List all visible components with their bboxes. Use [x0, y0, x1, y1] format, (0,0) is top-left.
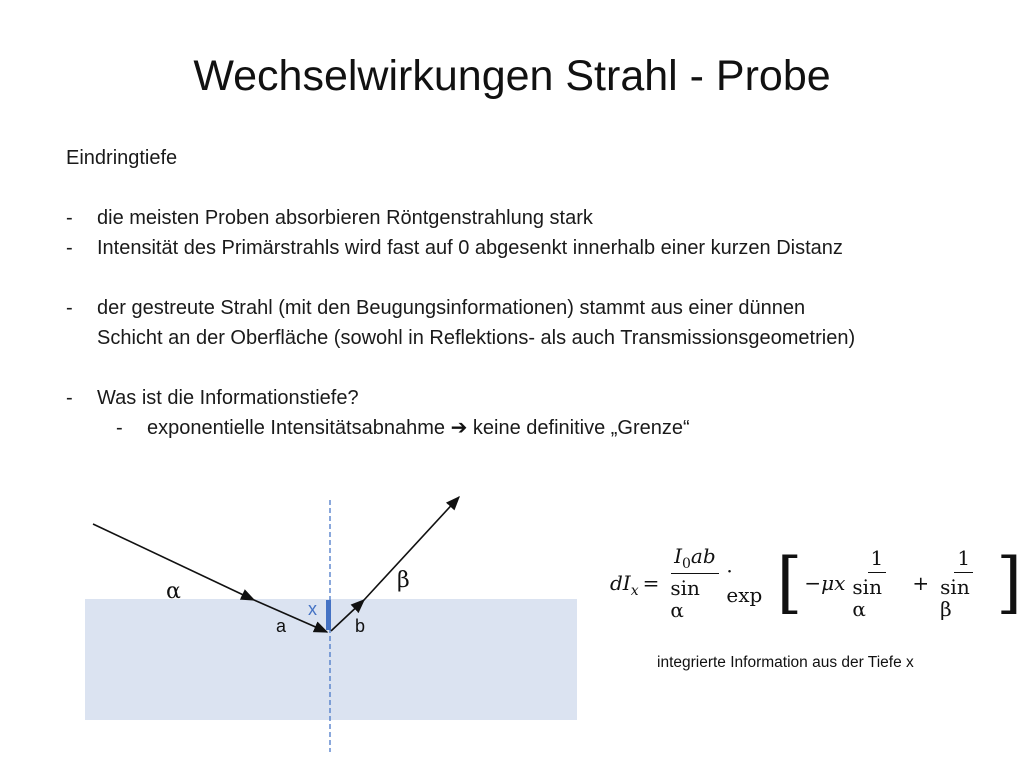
formula-left-bracket: [: [776, 544, 803, 621]
right-arrow-icon: ➔: [450, 417, 468, 439]
bullet-text: Intensität des Primärstrahls wird fast auf 0 abgesenkt innerhalb einer kurzen Distanz: [97, 237, 843, 259]
bullet-dash: -: [66, 387, 73, 409]
sub-bullet-before: exponentielle Intensitätsabnahme: [147, 417, 445, 439]
formula-equals: =: [642, 571, 660, 595]
bullet-text: Schicht an der Oberfläche (sowohl in Reflektions- als auch Transmissionsgeometrien): [97, 327, 856, 349]
formula-plus: +: [912, 571, 930, 595]
b-label: b: [355, 616, 366, 636]
formula-right-bracket: ]: [996, 544, 1022, 621]
bullet-dash: -: [66, 297, 73, 319]
slide-title: Wechselwirkungen Strahl - Probe: [193, 52, 831, 100]
bullet-dash: -: [66, 207, 73, 229]
bullet-dash: -: [116, 417, 123, 439]
a-label: a: [276, 616, 287, 636]
formula-exp: · exp: [726, 559, 763, 607]
formula-lhs: $dI_x$: [610, 571, 639, 599]
formula-minus-mu-x: −μx: [804, 571, 846, 595]
formula-caption: integrierte Information aus der Tiefe x: [657, 654, 914, 671]
bullet-dash: -: [66, 237, 73, 259]
bullet-text: der gestreute Strahl (mit den Beugungsinformationen) stammt aus einer dünnen: [97, 297, 806, 319]
alpha-label: α: [166, 579, 181, 604]
x-label: x: [308, 599, 317, 619]
depth-x-marker: [326, 600, 331, 630]
formula-fraction-2: $\frac{1}{\text{sin α}}$: [849, 547, 904, 620]
bullet-text: Was ist die Informationstiefe?: [97, 387, 359, 409]
heading-text: Eindringtiefe: [66, 147, 178, 169]
beta-label: β: [397, 568, 410, 593]
formula-fraction-1: $\frac{I_0ab}{\text{sin α}}$: [667, 545, 722, 621]
intensity-formula: [610, 544, 1024, 622]
formula-fraction-3: $\frac{1}{\text{sin β}}$: [937, 547, 990, 620]
diffracted-beam-arrow: [364, 497, 459, 600]
sub-bullet-after: keine definitive „Grenze“: [472, 417, 690, 439]
bullet-text: die meisten Proben absorbieren Röntgenstrahlung stark: [97, 207, 593, 229]
